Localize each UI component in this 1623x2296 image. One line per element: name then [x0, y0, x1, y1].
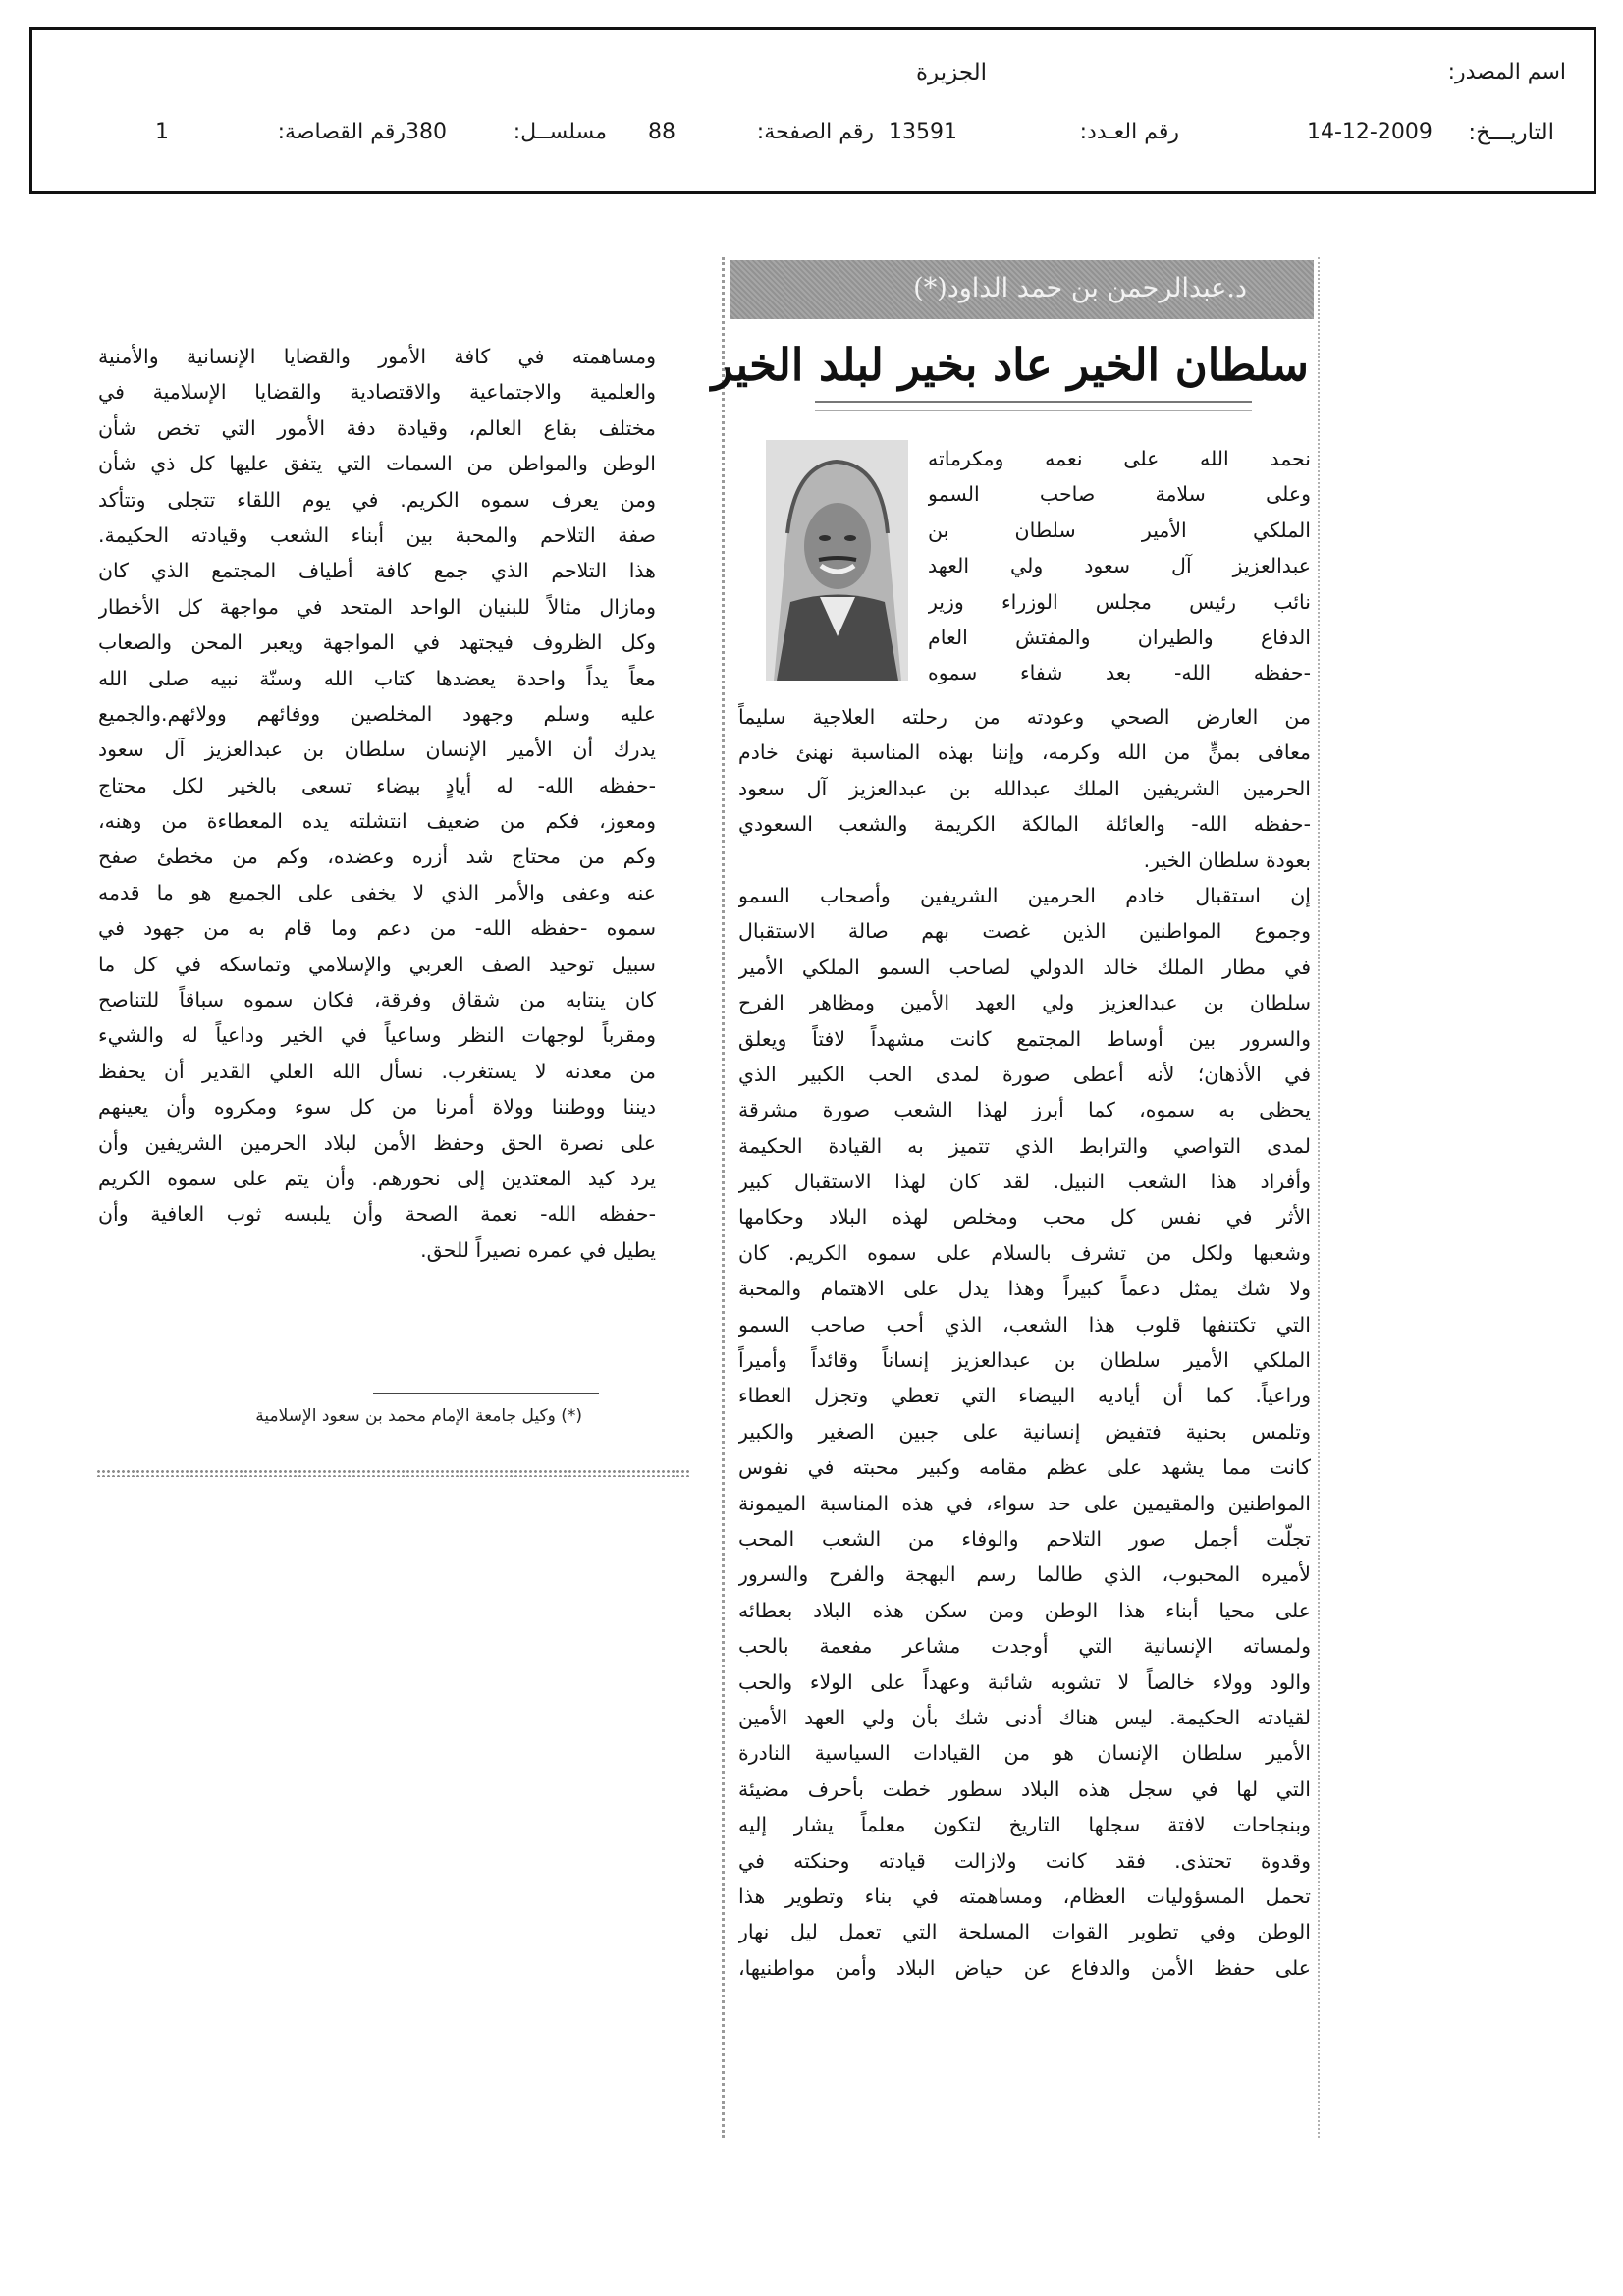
text-line: والعلمية والاجتماعية والاقتصادية والقضايا الإسلامية في	[98, 380, 656, 405]
page-value: 88	[648, 120, 676, 144]
date-label: التاريـــخ:	[1468, 120, 1554, 145]
text-line: من العارض الصحي وعودته من رحلته العلاجية سليماً	[738, 705, 1311, 729]
text-line: تحمل المسؤوليات العظام، ومساهمته في بناء وتطوير هذا	[738, 1884, 1311, 1908]
page-label: رقم الصفحة:	[756, 120, 874, 144]
text-line: والود وولاء خالصاً لا تشوبه شائبة وعهداً على الولاء والحب	[738, 1669, 1311, 1694]
text-line: والسرور بين أوساط المجتمع كانت مشهداً لافتاً ويعلق	[738, 1026, 1311, 1051]
text-line: المواطنين والمقيمين على حد سواء، في هذه المناسبة الميمونة	[738, 1491, 1311, 1515]
text-line: الملكي الأمير سلطان بن	[928, 518, 1311, 542]
text-line: يدرك أن الأمير الإنسان سلطان بن عبدالعزيز آل سعود	[98, 738, 656, 762]
text-line: عنه وعفى والأمر الذي لا يخفى على الجميع هو ما قدمه	[98, 880, 656, 904]
text-line: وبنجاحات لافتة سجلها التاريخ لتكون معلماً يشار إليه	[738, 1813, 1311, 1837]
text-line: سبيل توحيد الصف العربي والإسلامي وتماسكه في كل ما	[98, 952, 656, 976]
article-headline: سلطان الخير عاد بخير لبلد الخير	[711, 339, 1309, 391]
text-line: -حفظه الله- بعد شفاء سموه	[928, 661, 1311, 685]
text-line: الأثر في نفس كل محب ومخلص لهذه البلاد وحكامها	[738, 1205, 1311, 1230]
text-line: على نصرة الحق وحفظ الأمن لبلاد الحرمين الشريفين وأن	[98, 1130, 656, 1155]
text-line: نحمد الله على نعمه ومكرماته	[928, 447, 1311, 470]
text-line: على حفظ الأمن والدفاع عن حياض البلاد وأمن مواطنيها،	[738, 1955, 1311, 1980]
column-edge	[1318, 257, 1320, 2138]
text-line: وعلى سلامة صاحب السمو	[928, 482, 1311, 507]
clipping-value: 1	[155, 120, 169, 144]
text-line: يطيل في عمره نصيراً للحق.	[420, 1237, 656, 1262]
text-line: ومن يعرف سموه الكريم. في يوم اللقاء تتجلى وتتأكد	[98, 487, 656, 512]
text-line: بعودة سلطان الخير.	[1143, 847, 1311, 872]
author-byline: د.عبدالرحمن بن حمد الداود(*)	[913, 273, 1247, 303]
bottom-dotted-border	[96, 1469, 690, 1477]
text-line: يحظى به سموه، كما أبرز لهذا الشعب صورة مشرقة	[738, 1098, 1311, 1122]
text-line: وكم من محتاج شد أزره وعضده، وكم من مخطئ صفح	[98, 845, 656, 869]
text-line: لمدى التواصي والترابط الذي تتميز به القيادة الحكيمة	[738, 1133, 1311, 1158]
source-label: اسم المصدر:	[1447, 60, 1566, 84]
source-value: الجزيرة	[916, 60, 988, 85]
date-value: 14-12-2009	[1307, 120, 1433, 144]
text-line: سموه -حفظه الله- من دعم وما قام به من جهود في	[98, 916, 656, 941]
clipping-label: رقم القصاصة:	[277, 120, 406, 144]
intro-lines	[928, 441, 1311, 691]
byline-bar	[730, 260, 1314, 319]
clipping-header-box	[29, 27, 1596, 194]
text-line: الدفاع والطيران والمفتش العام	[928, 625, 1311, 649]
text-line: إن استقبال خادم الحرمين الشريفين وأصحاب السمو	[738, 883, 1311, 907]
text-line: ولمساته الإنسانية التي أوجدت مشاعر مفعمة بالحب	[738, 1634, 1311, 1659]
text-line: لقيادته الحكيمة. ليس هناك أدنى شك بأن ولي العهد الأمين	[738, 1705, 1311, 1729]
left-column-body	[98, 339, 656, 1268]
text-line: مختلف بقاع العالم، وقيادة دفة الأمور التي تخص شأن	[98, 415, 656, 440]
text-line: تجلّت أجمل صور التلاحم والوفاء من الشعب المحب	[738, 1526, 1311, 1551]
serial-value: 380	[406, 120, 447, 144]
text-line: في مطار الملك خالد الدولي لصاحب السمو الملكي الأمير	[738, 955, 1311, 979]
text-line: ومعوز، فكم من ضعيف انتشلته يده المعطاءة من وهنه،	[98, 809, 656, 834]
text-line: كان ينتابه من شقاق وفرقة، فكان سموه سباقاً للتناصح	[98, 988, 656, 1012]
text-line: -حفظه الله- له أيادٍ بيضاء تسعى بالخير لكل محتاج	[98, 773, 656, 797]
author-footnote: (*) وكيل جامعة الإمام محمد بن سعود الإسلامية	[255, 1406, 582, 1426]
text-line: على محيا أبناء هذا الوطن ومن سكن هذه البلاد بعطائه	[738, 1598, 1311, 1622]
text-line: وراعياً. كما أن أياديه البيضاء التي تعطي وتجزل العطاء	[738, 1384, 1311, 1408]
portrait-photo	[766, 440, 908, 681]
text-line: ومازال مثالاً للبنيان الواحد المتحد في مواجهة كل الأخطار	[98, 594, 656, 619]
text-line: وتلمس بحنية فتفيض إنسانية على جبين الصغير والكبير	[738, 1419, 1311, 1444]
text-line: الوطن وفي تطوير القوات المسلحة التي تعمل ليل نهار	[738, 1920, 1311, 1944]
text-line: التي لها في سجل هذه البلاد سطور خطت بأحرف مضيئة	[738, 1777, 1311, 1801]
text-line: ديننا ووطننا وولاة أمرنا من كل سوء ومكروه وأن يعينهم	[98, 1095, 656, 1120]
text-line: من معدنه لا يستغرب. نسأل الله العلي القدير أن يحفظ	[98, 1059, 656, 1083]
text-line: وشعبها ولكل من تشرف بالسلام على سموه الكريم. كان	[738, 1240, 1311, 1265]
text-line: يرد كيد المعتدين إلى نحورهم. وأن يتم على سموه الكريم	[98, 1166, 656, 1190]
text-line: معاً يداً واحدة يعضدها كتاب الله وسنّة نبيه صلى الله	[98, 666, 656, 690]
text-line: وأفراد هذا الشعب النبيل. لقد كان لهذا الاستقبال كبير	[738, 1170, 1311, 1194]
text-line: معافى بمنٍّ من الله وكرمه، وإننا بهذه المناسبة نهنئ خادم	[738, 740, 1311, 765]
text-line: الحرمين الشريفين الملك عبدالله بن عبدالعزيز آل سعود	[738, 776, 1311, 800]
text-line: عبدالعزيز آل سعود ولي العهد	[928, 554, 1311, 578]
portrait-photo-icon	[766, 440, 908, 681]
right-column-body	[738, 699, 1311, 1986]
column-divider	[722, 257, 725, 2138]
issue-label: رقم العـدد:	[1079, 120, 1179, 144]
text-line: -حفظه الله- نعمة الصحة وأن يلبسه ثوب العافية وأن	[98, 1202, 656, 1227]
footnote-rule	[373, 1393, 599, 1394]
text-line: -حفظه الله- والعائلة المالكة الكريمة والشعب السعودي	[738, 812, 1311, 837]
text-line: الملكي الأمير سلطان بن عبدالعزيز إنساناً وقائداً وأميراً	[738, 1348, 1311, 1373]
text-line: صفة التلاحم والمحبة بين أبناء الشعب وقيادته الحكيمة.	[98, 522, 656, 547]
text-line: سلطان بن عبدالعزيز ولي العهد الأمين ومظاهر الفرح	[738, 991, 1311, 1015]
text-line: لأميره المحبوب، الذي طالما رسم البهجة والفرح والسرور	[738, 1562, 1311, 1587]
issue-value: 13591	[889, 120, 957, 144]
serial-label: مسلســل:	[513, 120, 607, 144]
text-line: عليه وسلم وجهود المخلصين ووفائهم وولائهم.والجميع	[98, 701, 656, 726]
text-line: وكل الظروف فيجتهد في المواجهة ويعبر المحن والصعاب	[98, 630, 656, 655]
text-line: الأمير سلطان الإنسان هو من القيادات السياسية النادرة	[738, 1741, 1311, 1766]
text-line: هذا التلاحم الذي جمع كافة أطياف المجتمع الذي كان	[98, 559, 656, 583]
headline-underline	[815, 401, 1252, 411]
text-line: الوطن والمواطن من السمات التي يتفق عليها كل ذي شأن	[98, 452, 656, 476]
text-line: وقدوة تحتذى. فقد كانت ولازالت قيادته وحنكته في	[738, 1848, 1311, 1873]
text-line: كانت مما يشهد على عظم مقامه وكبير محبته في نفوس	[738, 1455, 1311, 1480]
text-line: التي تكتنفها قلوب هذا الشعب، الذي أحب صاحب السمو	[738, 1312, 1311, 1337]
text-line: ومقرباً لوجهات النظر وساعياً في الخير وداعياً له والشيء	[98, 1023, 656, 1048]
text-line: وجموع المواطنين الذين غصت بهم صالة الاستقبال	[738, 919, 1311, 944]
text-line: في الأذهان؛ لأنه أعطى صورة لمدى الحب الكبير الذي	[738, 1062, 1311, 1086]
text-line: ومساهمته في كافة الأمور والقضايا الإنسانية والأمنية	[98, 345, 656, 368]
text-line: نائب رئيس مجلس الوزراء وزير	[928, 589, 1311, 614]
text-line: ولا شك يمثل دعماً كبيراً وهذا يدل على الاهتمام والمحبة	[738, 1277, 1311, 1301]
